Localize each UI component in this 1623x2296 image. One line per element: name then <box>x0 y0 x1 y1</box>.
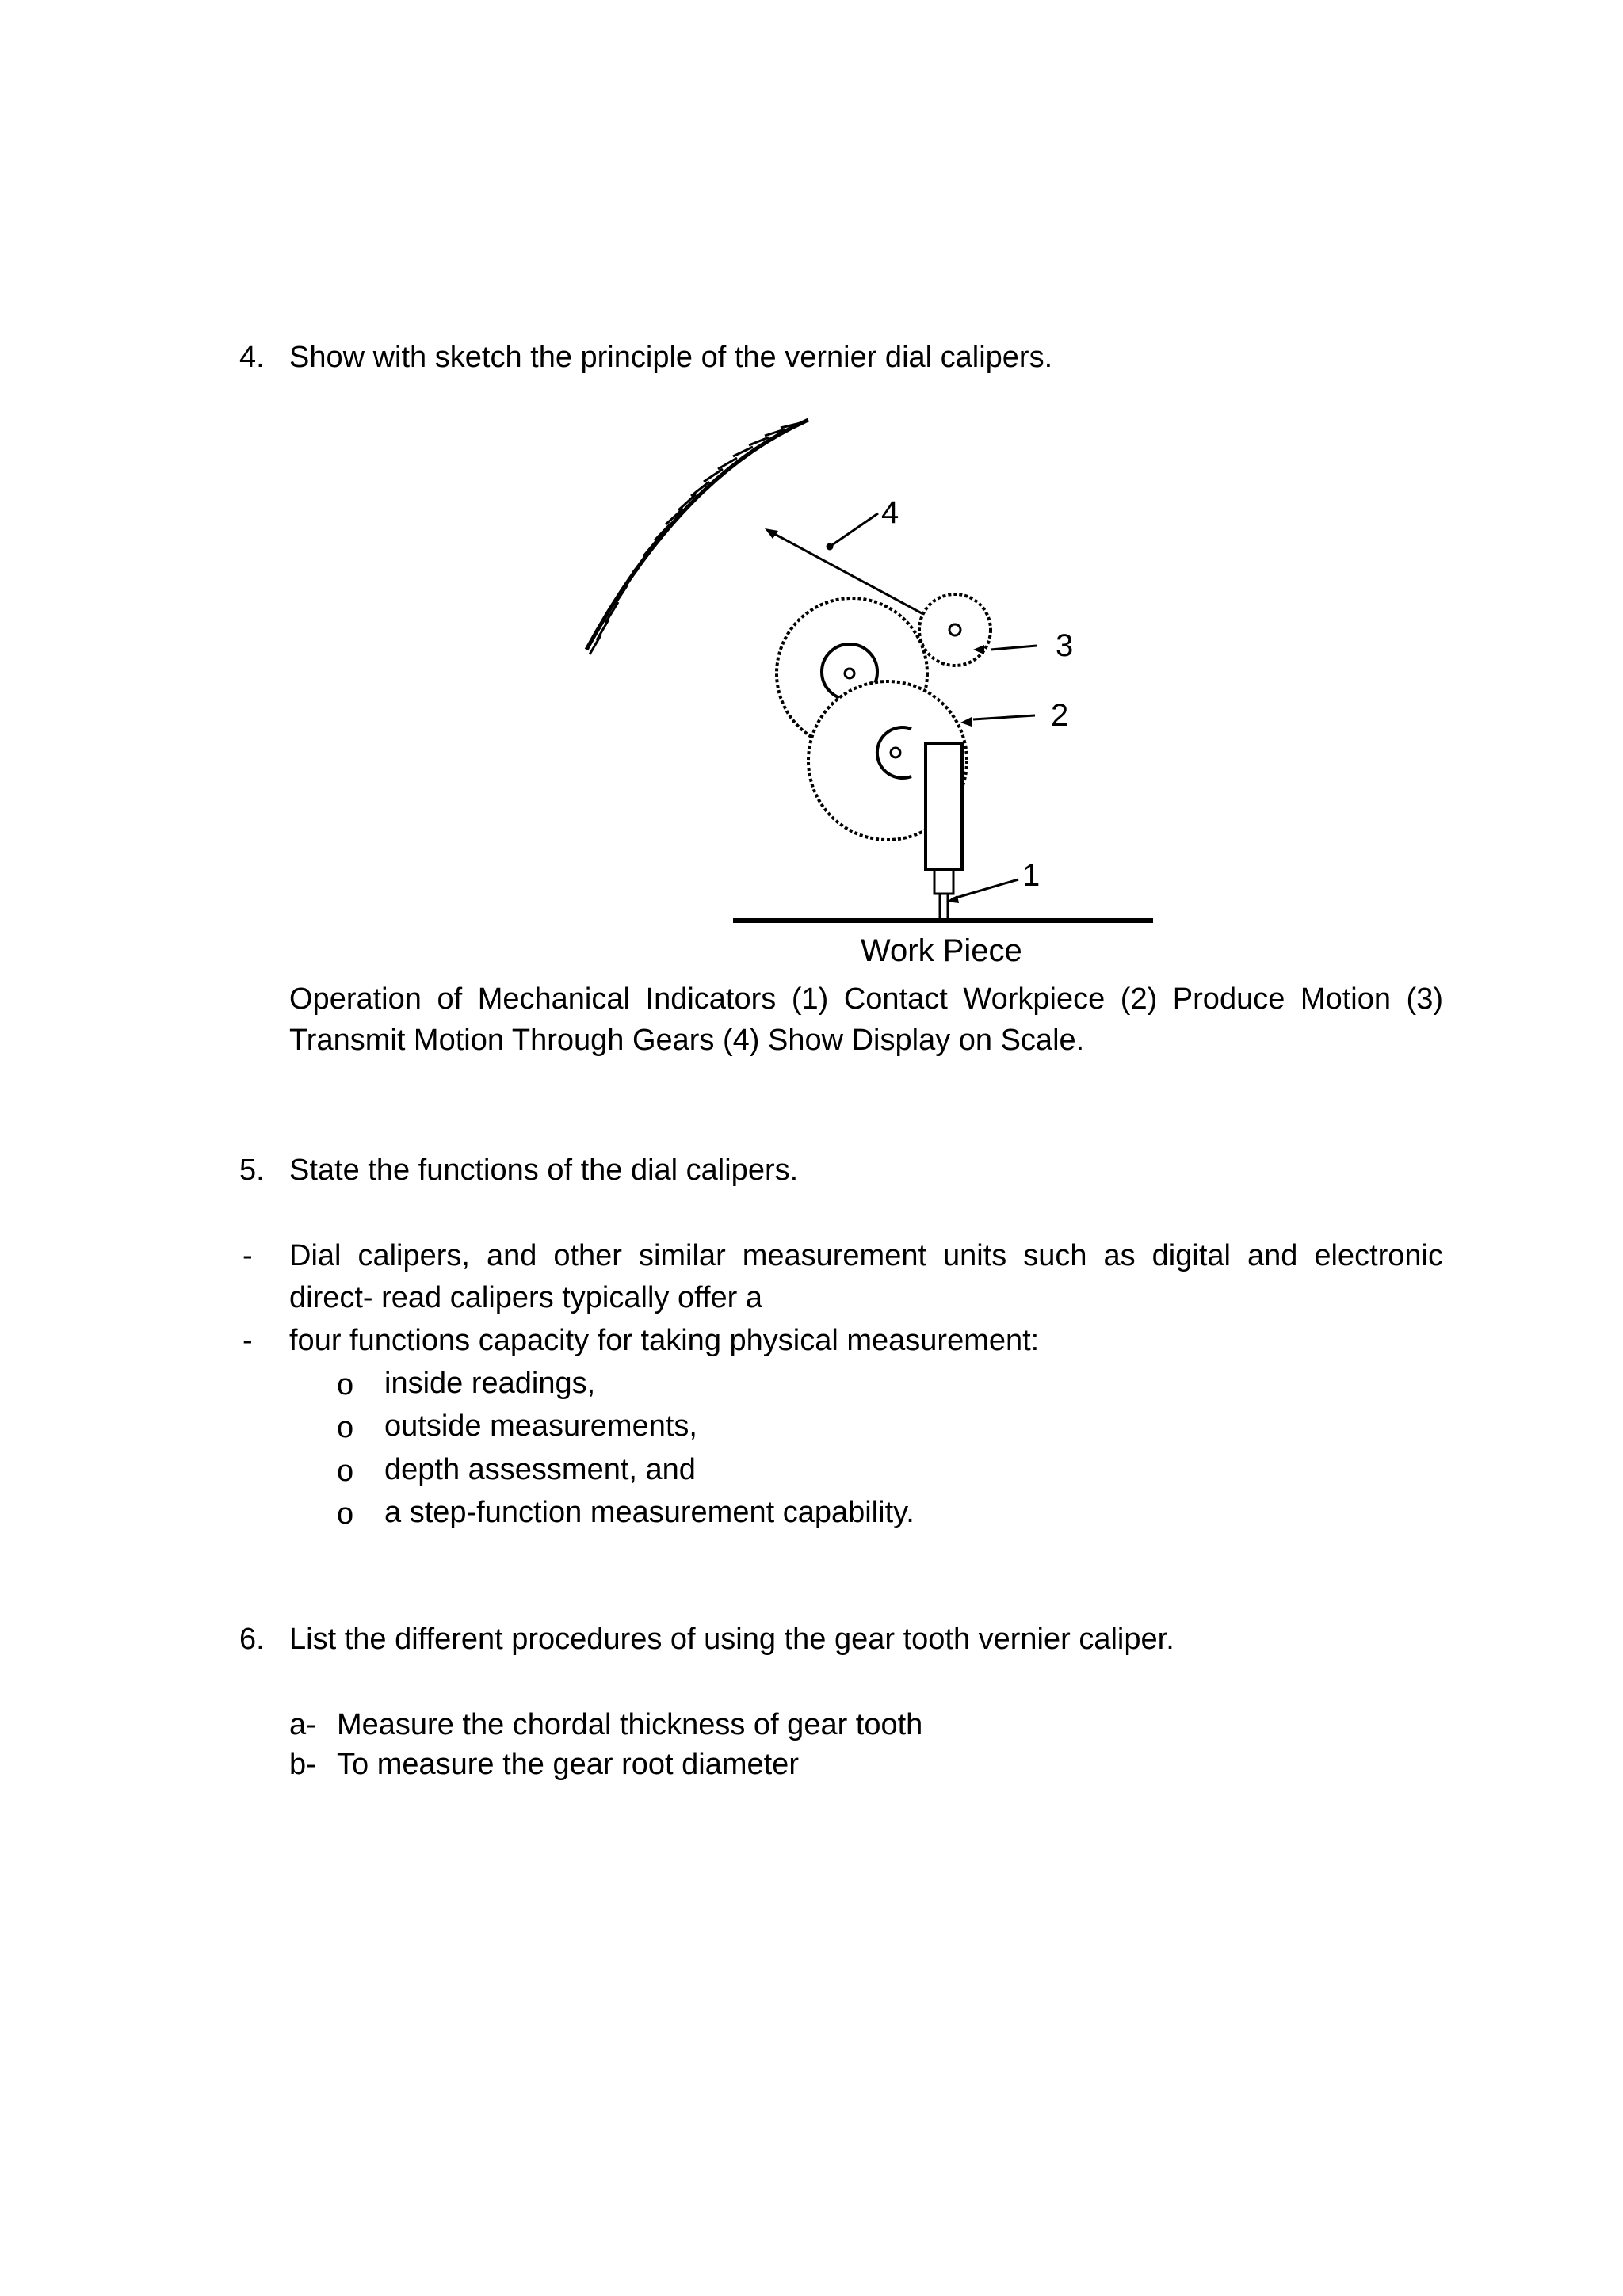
q4-number: 4. <box>239 341 265 374</box>
bullet-4: o <box>337 1497 354 1531</box>
q6-item-b-text: To measure the gear root diameter <box>337 1748 799 1781</box>
label-3: 3 <box>1056 628 1074 663</box>
bullet-3: o <box>337 1455 354 1488</box>
list-item: a step-function measurement capability. <box>384 1496 915 1529</box>
dial-indicator-figure <box>571 412 1173 974</box>
label-1: 1 <box>1022 858 1041 893</box>
q5-para2: four functions capacity for taking physical measurement: <box>289 1324 1040 1357</box>
bullet-1: o <box>337 1368 354 1402</box>
q6-item-a-marker: a- <box>289 1708 316 1741</box>
q5-text: State the functions of the dial calipers. <box>289 1154 799 1187</box>
bullet-2: o <box>337 1411 354 1444</box>
work-piece-label: Work Piece <box>861 933 1022 968</box>
label-2: 2 <box>1051 698 1069 733</box>
q5-dash-2: - <box>242 1324 253 1357</box>
caption-line-1: Operation of Mechanical Indicators (1) Contact Workpiece (2) Produce Motion (3) <box>289 982 1443 1016</box>
q4-text: Show with sketch the principle of the vernier dial calipers. <box>289 341 1053 374</box>
housing-wall <box>586 420 808 654</box>
list-item: outside measurements, <box>384 1409 697 1443</box>
q6-text: List the different procedures of using the gear tooth vernier caliper. <box>289 1623 1174 1656</box>
list-item: depth assessment, and <box>384 1453 696 1486</box>
q6-item-a-text: Measure the chordal thickness of gear tooth <box>337 1708 923 1741</box>
q5-para1-line1: Dial calipers, and other similar measurement units such as digital and electronic <box>289 1239 1443 1272</box>
q5-number: 5. <box>239 1154 265 1187</box>
q5-para1-line2: direct- read calipers typically offer a <box>289 1281 762 1314</box>
plunger <box>926 743 962 919</box>
caption-line-2: Transmit Motion Through Gears (4) Show Display on Scale. <box>289 1024 1085 1057</box>
q6-number: 6. <box>239 1623 265 1656</box>
list-item: inside readings, <box>384 1367 596 1400</box>
small-gear <box>919 594 991 666</box>
q5-dash-1: - <box>242 1239 253 1272</box>
label-4: 4 <box>881 495 899 530</box>
q6-item-b-marker: b- <box>289 1748 316 1781</box>
